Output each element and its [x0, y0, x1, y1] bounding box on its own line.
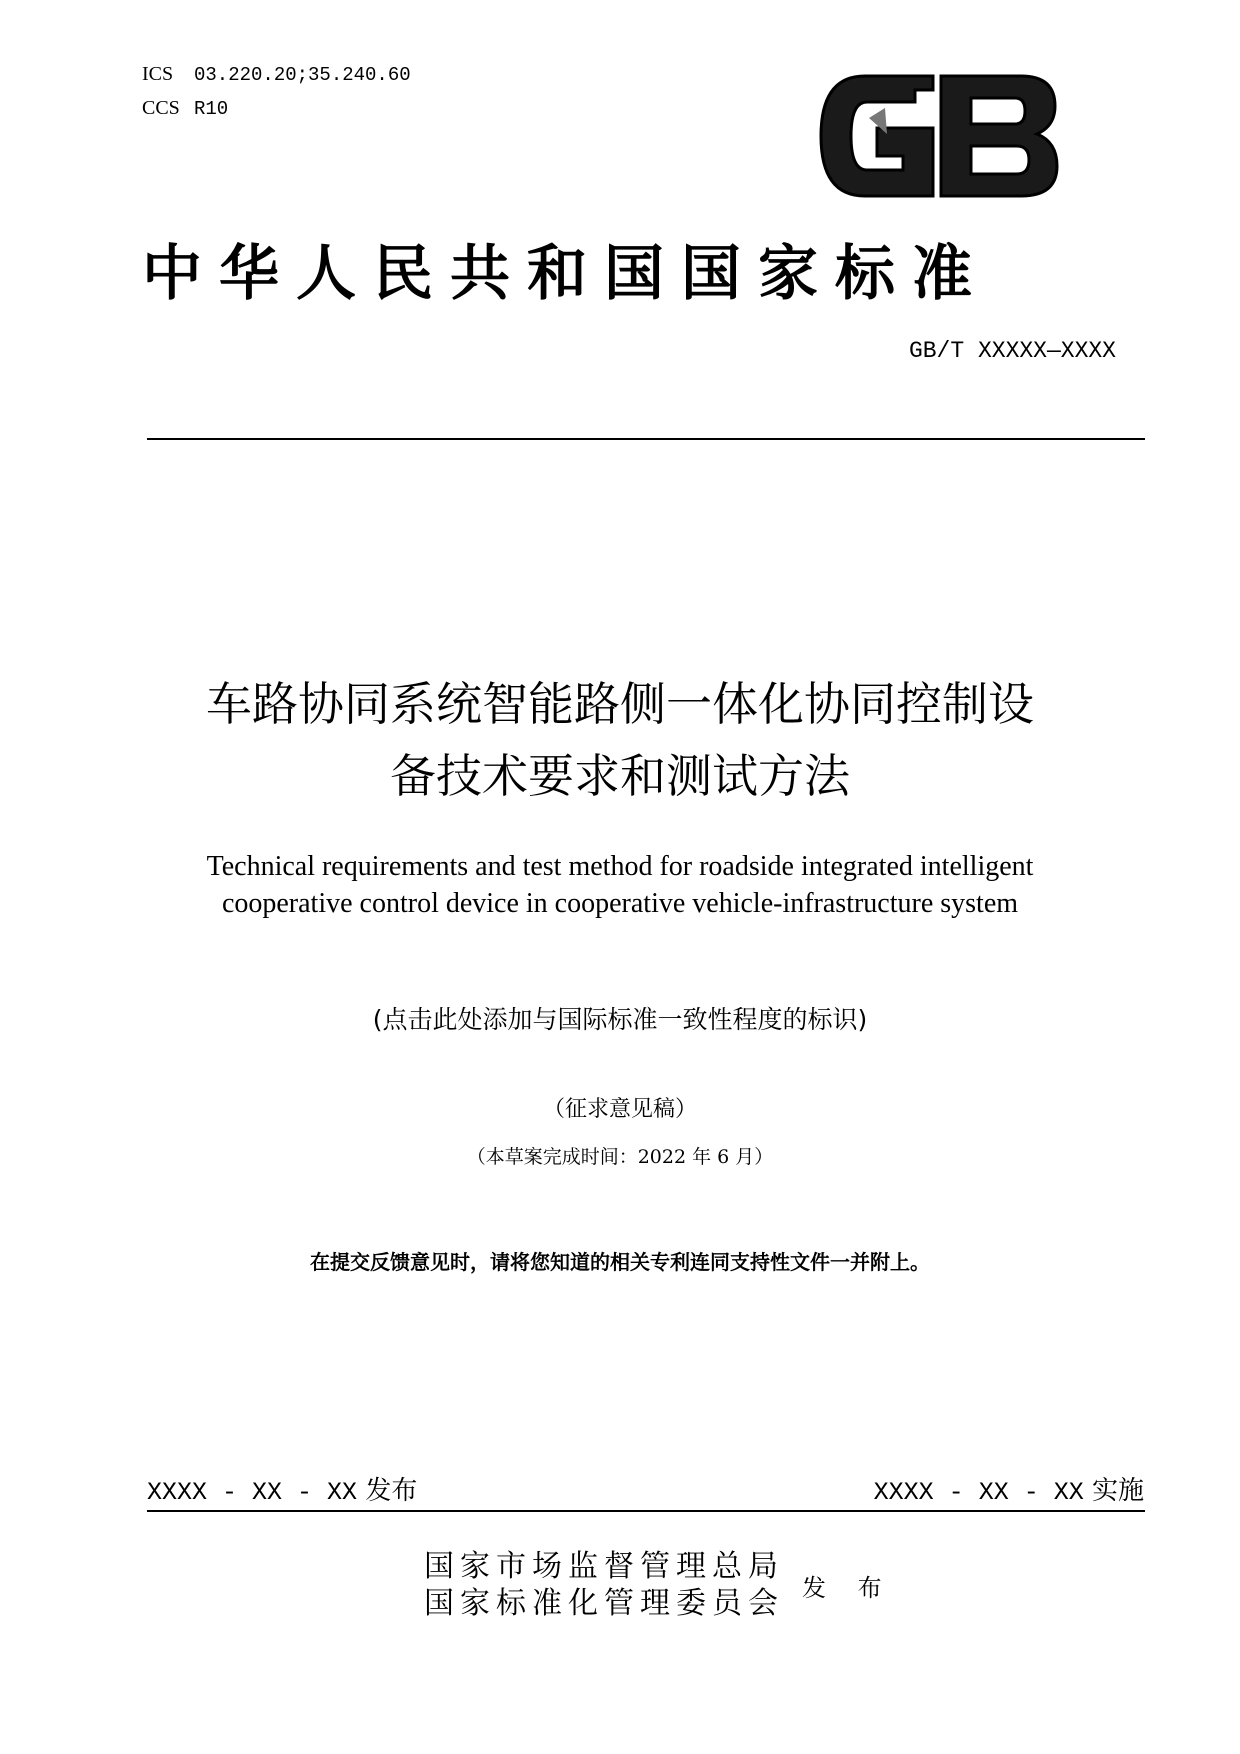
- publish-label: 发布: [365, 1476, 418, 1506]
- classification-block: [142, 58, 411, 126]
- bottom-divider: [147, 1510, 1145, 1512]
- ics-value: 03.220.20;35.240.60: [194, 64, 411, 86]
- issuer-block: [424, 1548, 784, 1622]
- publish-date-block: [147, 1470, 417, 1507]
- english-title-line-2: cooperative control device in cooperative vehicle-infrastructure system: [221, 888, 1019, 919]
- draft-completion-time: （本草案完成时间：2022 年 6 月）: [466, 1146, 774, 1168]
- ics-label: ICS: [142, 63, 174, 85]
- consistency-placeholder[interactable]: (点击此处添加与国际标准一致性程度的标识): [372, 1005, 868, 1034]
- issuer-line-2: 国家标准化管理委员会: [424, 1586, 784, 1621]
- chinese-title-line-1: 车路协同系统智能路侧一体化协同控制设: [206, 677, 1034, 731]
- implement-date: XXXX - XX - XX: [873, 1478, 1084, 1507]
- implement-label: 实施: [1091, 1476, 1144, 1506]
- patent-notice: 在提交反馈意见时，请将您知道的相关专利连同支持性文件一并附上。: [310, 1250, 930, 1274]
- ics-row: [142, 58, 411, 92]
- national-standard-title: 中华人民共和国国家标准: [142, 239, 989, 309]
- publish-date: XXXX - XX - XX: [147, 1478, 358, 1507]
- gb-logo-icon: [815, 72, 1060, 200]
- english-title: [120, 848, 1120, 922]
- ccs-label: CCS: [142, 97, 180, 119]
- ccs-value: R10: [194, 98, 229, 120]
- issuer-line-1: 国家市场监督管理总局: [424, 1549, 784, 1584]
- draft-status: （征求意见稿）: [542, 1097, 697, 1122]
- standard-code: GB/T XXXXX—XXXX: [908, 338, 1116, 364]
- issue-label: 发 布: [802, 1574, 894, 1602]
- top-divider: [147, 438, 1145, 440]
- english-title-line-1: Technical requirements and test method for roadside integrated intelligent: [206, 851, 1034, 882]
- ccs-row: [142, 92, 411, 126]
- implement-date-block: [874, 1470, 1144, 1507]
- chinese-title-line-2: 备技术要求和测试方法: [390, 749, 850, 803]
- chinese-title: [120, 668, 1120, 812]
